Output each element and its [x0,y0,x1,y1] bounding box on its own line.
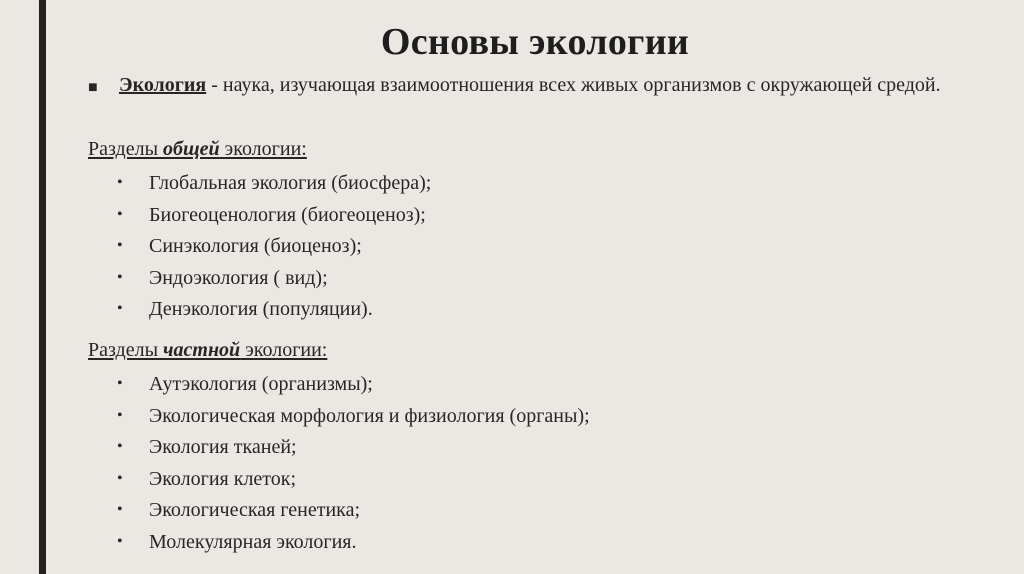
specific-heading-suffix: экологии: [240,339,328,361]
list-item-text: Эндоэкология ( вид); [149,266,328,289]
bullet-icon: • [117,174,123,191]
general-heading-prefix: Разделы [88,138,164,160]
general-heading-emphasis: общей [163,138,220,160]
definition-text [119,74,993,97]
list-item-text: Глобальная экология (биосфера); [149,172,432,194]
list-item-text: Биогеоценология (биогеоценоз); [149,203,426,226]
general-ecology-heading [88,137,307,161]
bullet-icon: • [117,532,123,550]
specific-ecology-heading [88,338,327,362]
bullet-icon: • [117,438,123,455]
bullet-icon: • [117,268,123,286]
square-bullet-icon: ■ [88,79,98,96]
bullet-icon: • [117,300,123,317]
list-item-text: Денэкология (популяции). [149,298,373,320]
left-accent-bar [39,0,46,574]
specific-heading-prefix: Разделы [88,339,164,361]
list-item-text: Молекулярная экология. [149,530,357,553]
bullet-icon: • [117,205,123,223]
list-item-text: Экология тканей; [149,436,297,458]
definition-body: - наука, изучающая взаимоотношения всех живых организмов с окружающей средой. [206,74,941,96]
bullet-icon: • [117,375,123,392]
bullet-icon: • [117,469,123,487]
list-item-text: Экология клеток; [149,467,297,490]
definition-term: Экология [119,74,207,96]
list-item-text: Экологическая морфология и физиология (органы); [149,404,590,427]
specific-heading-emphasis: частной [163,339,241,361]
list-item-text: Синэкология (биоценоз); [149,235,362,257]
definition-block [88,74,993,97]
slide-title: Основы экологии [380,21,690,63]
bullet-icon: • [117,406,123,424]
list-item-text: Аутэкология (организмы); [149,373,373,395]
list-item-text: Экологическая генетика; [149,499,361,521]
bullet-icon: • [117,501,123,518]
bullet-icon: • [117,237,123,254]
general-heading-suffix: экологии: [219,138,307,160]
